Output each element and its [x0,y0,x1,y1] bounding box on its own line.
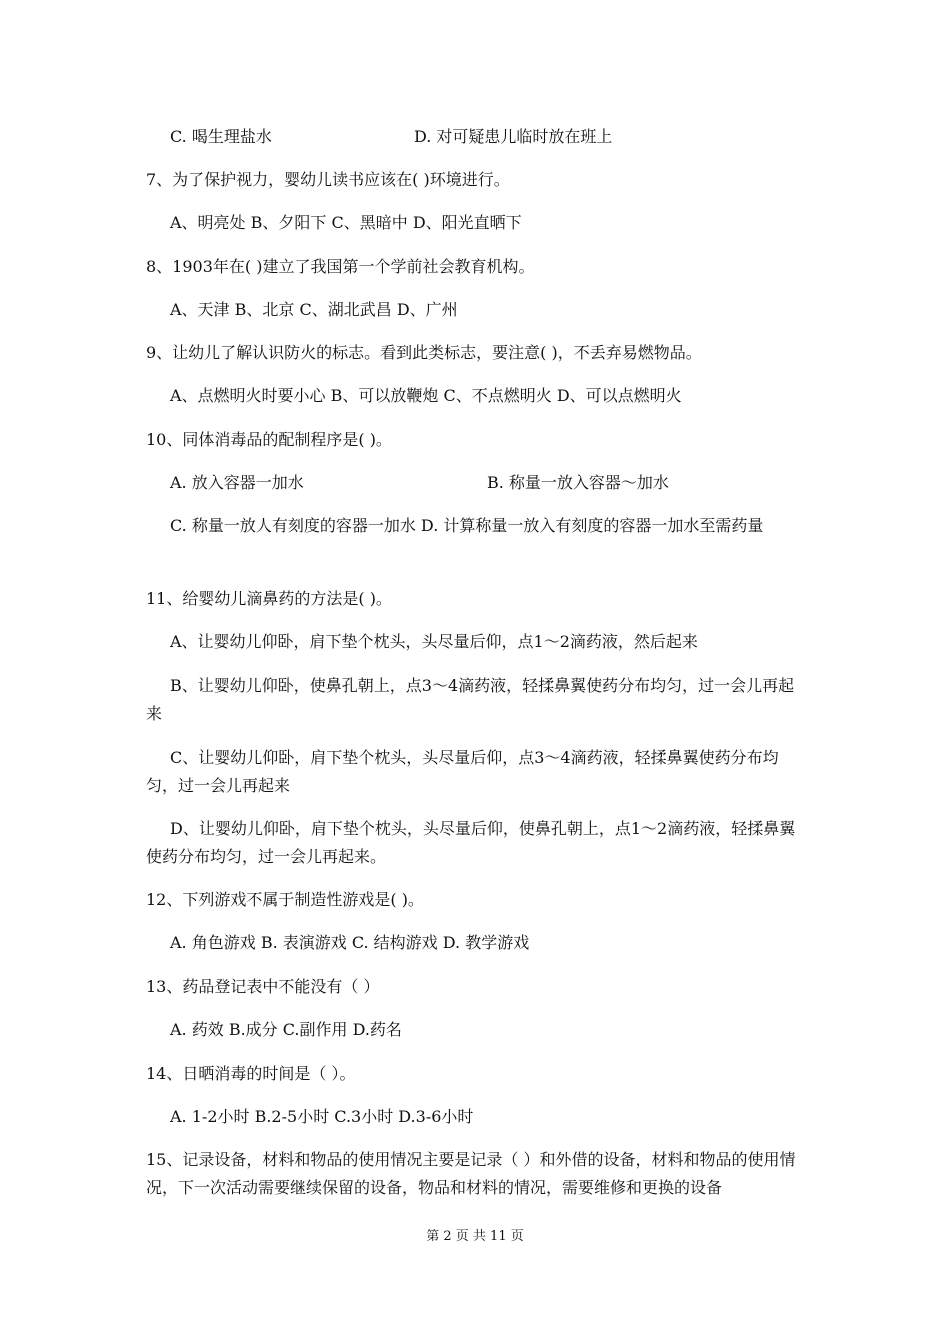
question-13: 13、药品登记表中不能没有（ ） [146,977,380,996]
question-14: 14、日晒消毒的时间是（ ）。 [146,1064,356,1083]
question-11-option-a: A、让婴幼儿仰卧，肩下垫个枕头，头尽量后仰，点1～2滴药液，然后起来 [170,632,698,651]
question-11-option-d: D、让婴幼儿仰卧，肩下垫个枕头，头尽量后仰，使鼻孔朝上，点1～2滴药液，轻揉鼻翼使药分布均匀，过一会儿再起来。 [146,819,796,866]
question-12: 12、下列游戏不属于制造性游戏是( )。 [146,890,424,909]
question-10-option-b: B. 称量一放入容器～加水 [487,473,669,492]
q6-option-c: C. 喝生理盐水 [170,127,272,146]
question-11: 11、给婴幼儿滴鼻药的方法是( )。 [146,589,392,608]
question-11-option-c: C、让婴幼儿仰卧，肩下垫个枕头，头尽量后仰，点3～4滴药液，轻揉鼻翼使药分布均匀，过一会儿再起来 [146,748,779,795]
question-10-option-a: A. 放入容器一加水 [170,473,304,492]
question-8: 8、1903年在( )建立了我国第一个学前社会教育机构。 [146,257,535,276]
question-15: 15、记录设备，材料和物品的使用情况主要是记录（ ）和外借的设备，材料和物品的使用情况，下一次活动需要继续保留的设备，物品和材料的情况，需要维修和更换的设备 [146,1150,796,1197]
question-7: 7、为了保护视力，婴幼儿读书应该在( )环境进行。 [146,170,510,189]
question-11-option-b: B、让婴幼儿仰卧，使鼻孔朝上，点3～4滴药液，轻揉鼻翼使药分布均匀，过一会儿再起来 [146,676,795,723]
question-10-options-cd: C. 称量一放人有刻度的容器一加水 D. 计算称量一放入有刻度的容器一加水至需药量 [170,516,764,535]
question-12-options: A. 角色游戏 B. 表演游戏 C. 结构游戏 D. 教学游戏 [170,933,530,952]
question-13-options: A. 药效 B.成分 C.副作用 D.药名 [170,1020,402,1039]
question-9-options: A、点燃明火时要小心 B、可以放鞭炮 C、不点燃明火 D、可以点燃明火 [170,386,682,405]
q6-option-d: D. 对可疑患儿临时放在班上 [414,127,613,146]
question-10: 10、同体消毒品的配制程序是( )。 [146,430,392,449]
question-8-options: A、天津 B、北京 C、湖北武昌 D、广州 [170,300,458,319]
question-7-options: A、明亮处 B、夕阳下 C、黑暗中 D、阳光直晒下 [170,213,522,232]
question-14-options: A. 1-2小时 B.2-5小时 C.3小时 D.3-6小时 [170,1107,474,1126]
question-9: 9、让幼儿了解认识防火的标志。看到此类标志，要注意( )，不丢弃易燃物品。 [146,343,702,362]
page-footer: 第 2 页 共 11 页 [426,1229,524,1244]
